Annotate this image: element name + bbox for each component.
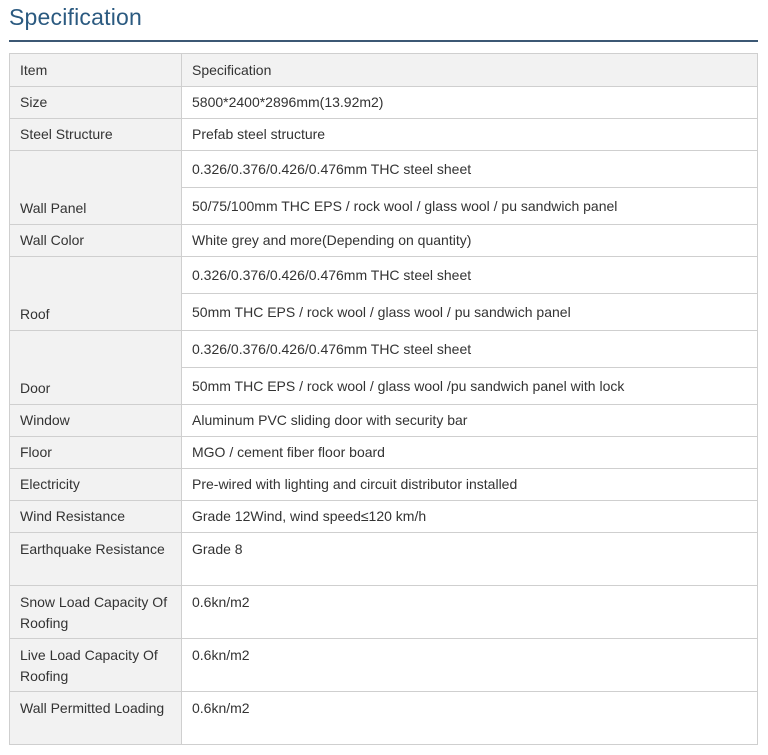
- header-specification: Specification: [182, 54, 758, 87]
- row-label: Wall Panel: [10, 151, 182, 225]
- row-value: Prefab steel structure: [182, 119, 758, 151]
- table-row: [10, 501, 758, 533]
- row-value: 0.326/0.376/0.426/0.476mm THC steel sheet: [182, 257, 758, 294]
- row-value: 50/75/100mm THC EPS / rock wool / glass wool / pu sandwich panel: [182, 188, 758, 225]
- row-value: Grade 12Wind, wind speed≤120 km/h: [182, 501, 758, 533]
- row-value: 0.6kn/m2: [182, 586, 758, 639]
- table-row: [10, 151, 758, 188]
- row-label: Window: [10, 405, 182, 437]
- row-label: Floor: [10, 437, 182, 469]
- table-row: [10, 225, 758, 257]
- row-value: 0.6kn/m2: [182, 692, 758, 745]
- row-value: 0.326/0.376/0.426/0.476mm THC steel sheet: [182, 331, 758, 368]
- row-label: Snow Load Capacity Of Roofing: [10, 586, 182, 639]
- row-label: Electricity: [10, 469, 182, 501]
- row-value: Aluminum PVC sliding door with security bar: [182, 405, 758, 437]
- row-label: Wall Permitted Loading: [10, 692, 182, 745]
- row-value: 0.6kn/m2: [182, 639, 758, 692]
- row-label: Roof: [10, 257, 182, 331]
- row-value: 5800*2400*2896mm(13.92m2): [182, 87, 758, 119]
- row-label: Live Load Capacity Of Roofing: [10, 639, 182, 692]
- table-row: [10, 586, 758, 639]
- row-value: MGO / cement fiber floor board: [182, 437, 758, 469]
- row-value: Grade 8: [182, 533, 758, 586]
- row-value: White grey and more(Depending on quantity): [182, 225, 758, 257]
- row-value: 0.326/0.376/0.426/0.476mm THC steel sheet: [182, 151, 758, 188]
- table-row: [10, 257, 758, 294]
- table-row: [10, 437, 758, 469]
- table-header-row: [10, 54, 758, 87]
- table-row: [10, 119, 758, 151]
- page-title: Specification: [9, 4, 143, 30]
- header-item: Item: [10, 54, 182, 87]
- table-row: [10, 469, 758, 501]
- table-row: [10, 692, 758, 745]
- row-label: Size: [10, 87, 182, 119]
- row-value: 50mm THC EPS / rock wool / glass wool /pu sandwich panel with lock: [182, 368, 758, 405]
- table-row: [10, 405, 758, 437]
- row-label: Door: [10, 331, 182, 405]
- row-value: Pre-wired with lighting and circuit distributor installed: [182, 469, 758, 501]
- table-row: [10, 87, 758, 119]
- table-row: [10, 639, 758, 692]
- specification-table: [9, 53, 758, 745]
- row-label: Steel Structure: [10, 119, 182, 151]
- table-row: [10, 331, 758, 368]
- row-label: Wall Color: [10, 225, 182, 257]
- title-divider: [9, 40, 758, 42]
- table-row: [10, 533, 758, 586]
- row-label: Earthquake Resistance: [10, 533, 182, 586]
- row-value: 50mm THC EPS / rock wool / glass wool / pu sandwich panel: [182, 294, 758, 331]
- row-label: Wind Resistance: [10, 501, 182, 533]
